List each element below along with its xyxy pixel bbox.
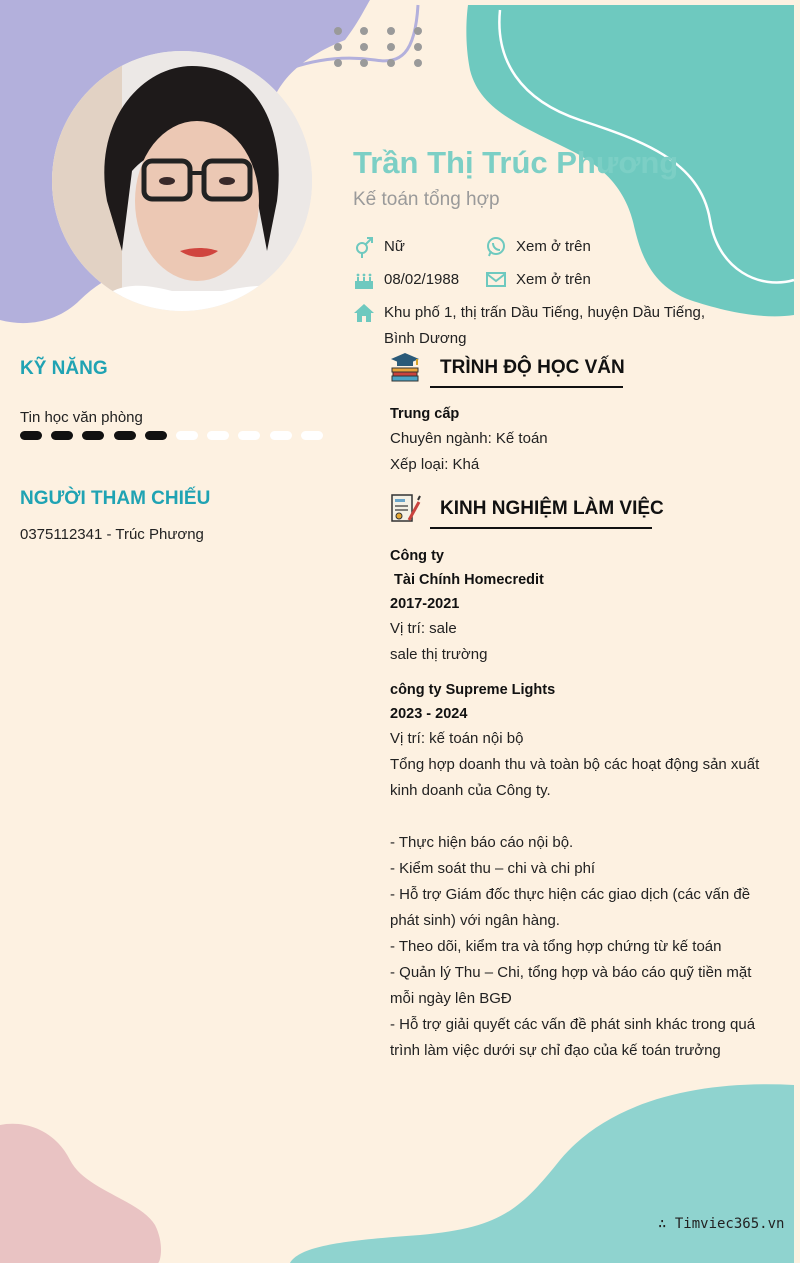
references-heading: NGƯỜI THAM CHIẾU: [20, 488, 211, 509]
job-2-line: - Kiểm soát thu – chi và chi phí: [390, 860, 596, 877]
birthday-cake-icon: [353, 269, 375, 291]
education-heading-underline: [430, 386, 623, 388]
graduation-books-icon: [389, 351, 421, 383]
candidate-name: Trần Thị Trúc Phương: [353, 145, 679, 180]
education-school: Trung cấp: [390, 406, 460, 422]
gender-value: Nữ: [384, 238, 405, 255]
skill-level-empty: [176, 431, 198, 440]
job-1-position: Vị trí: sale: [390, 620, 457, 637]
job-1-description: sale thị trường: [390, 646, 488, 663]
job-1-period: 2017-2021: [390, 596, 460, 612]
skills-heading: KỸ NĂNG: [20, 358, 108, 379]
home-icon: [353, 302, 375, 324]
job-2-period: 2023 - 2024: [390, 706, 468, 722]
experience-heading-underline: [430, 527, 652, 529]
education-grade: Xếp loại: Khá: [390, 456, 480, 473]
whatsapp-phone-icon: [485, 236, 507, 258]
gender-icon: [353, 236, 375, 258]
address-line-1: Khu phố 1, thị trấn Dầu Tiếng, huyện Dầu Tiếng,: [384, 304, 706, 321]
profile-photo: [52, 51, 312, 311]
skill-level-filled: [145, 431, 167, 440]
job-2-line: kinh doanh của Công ty.: [390, 782, 551, 799]
job-2-line: - Quản lý Thu – Chi, tổng hợp và báo cáo quỹ tiền mặt: [390, 964, 752, 981]
skill-level-empty: [238, 431, 260, 440]
job-2-position: Vị trí: kế toán nội bộ: [390, 730, 524, 747]
job-2-line: - Thực hiện báo cáo nội bộ.: [390, 834, 574, 851]
envelope-icon: [485, 269, 507, 291]
skill-name: Tin học văn phòng: [20, 409, 143, 426]
job-2-line: - Hỗ trợ giải quyết các vấn đề phát sinh khác trong quá: [390, 1016, 756, 1033]
skill-level-empty: [270, 431, 292, 440]
skill-level-filled: [20, 431, 42, 440]
job-2-line: phát sinh) với ngân hàng.: [390, 912, 560, 929]
job-1-company-line-2: Tài Chính Homecredit: [390, 572, 544, 588]
job-1-company-line-1: Công ty: [390, 548, 444, 564]
skill-level-filled: [114, 431, 136, 440]
job-2-line: - Theo dõi, kiểm tra và tổng hợp chứng từ kế toán: [390, 938, 722, 955]
experience-heading: KINH NGHIỆM LÀM VIỆC: [440, 498, 664, 519]
skill-level-bar: [20, 431, 330, 443]
skill-level-empty: [207, 431, 229, 440]
job-2-line: Tổng hợp doanh thu và toàn bộ các hoạt động sản xuất: [390, 756, 760, 773]
email-value: Xem ở trên: [516, 271, 591, 288]
education-heading: TRÌNH ĐỘ HỌC VẤN: [440, 357, 625, 378]
document-pen-icon: [389, 492, 421, 524]
job-2-line: trình làm việc dưới sự chỉ đạo của kế toán trưởng: [390, 1042, 721, 1059]
skill-level-empty: [301, 431, 323, 440]
phone-value: Xem ở trên: [516, 238, 591, 255]
job-2-line: - Hỗ trợ Giám đốc thực hiện các giao dịch (các vấn đề: [390, 886, 751, 903]
job-2-line: mỗi ngày lên BGĐ: [390, 990, 512, 1007]
job-2-company: công ty Supreme Lights: [390, 682, 556, 698]
address-line-2: Bình Dương: [384, 330, 467, 347]
birthday-value: 08/02/1988: [384, 271, 460, 288]
skill-level-filled: [82, 431, 104, 440]
job-title: Kế toán tổng hợp: [353, 189, 500, 210]
education-major: Chuyên ngành: Kế toán: [390, 430, 548, 447]
skill-level-filled: [51, 431, 73, 440]
reference-text: 0375112341 - Trúc Phương: [20, 526, 204, 543]
site-watermark: ∴ Timviec365.vn: [658, 1216, 785, 1232]
